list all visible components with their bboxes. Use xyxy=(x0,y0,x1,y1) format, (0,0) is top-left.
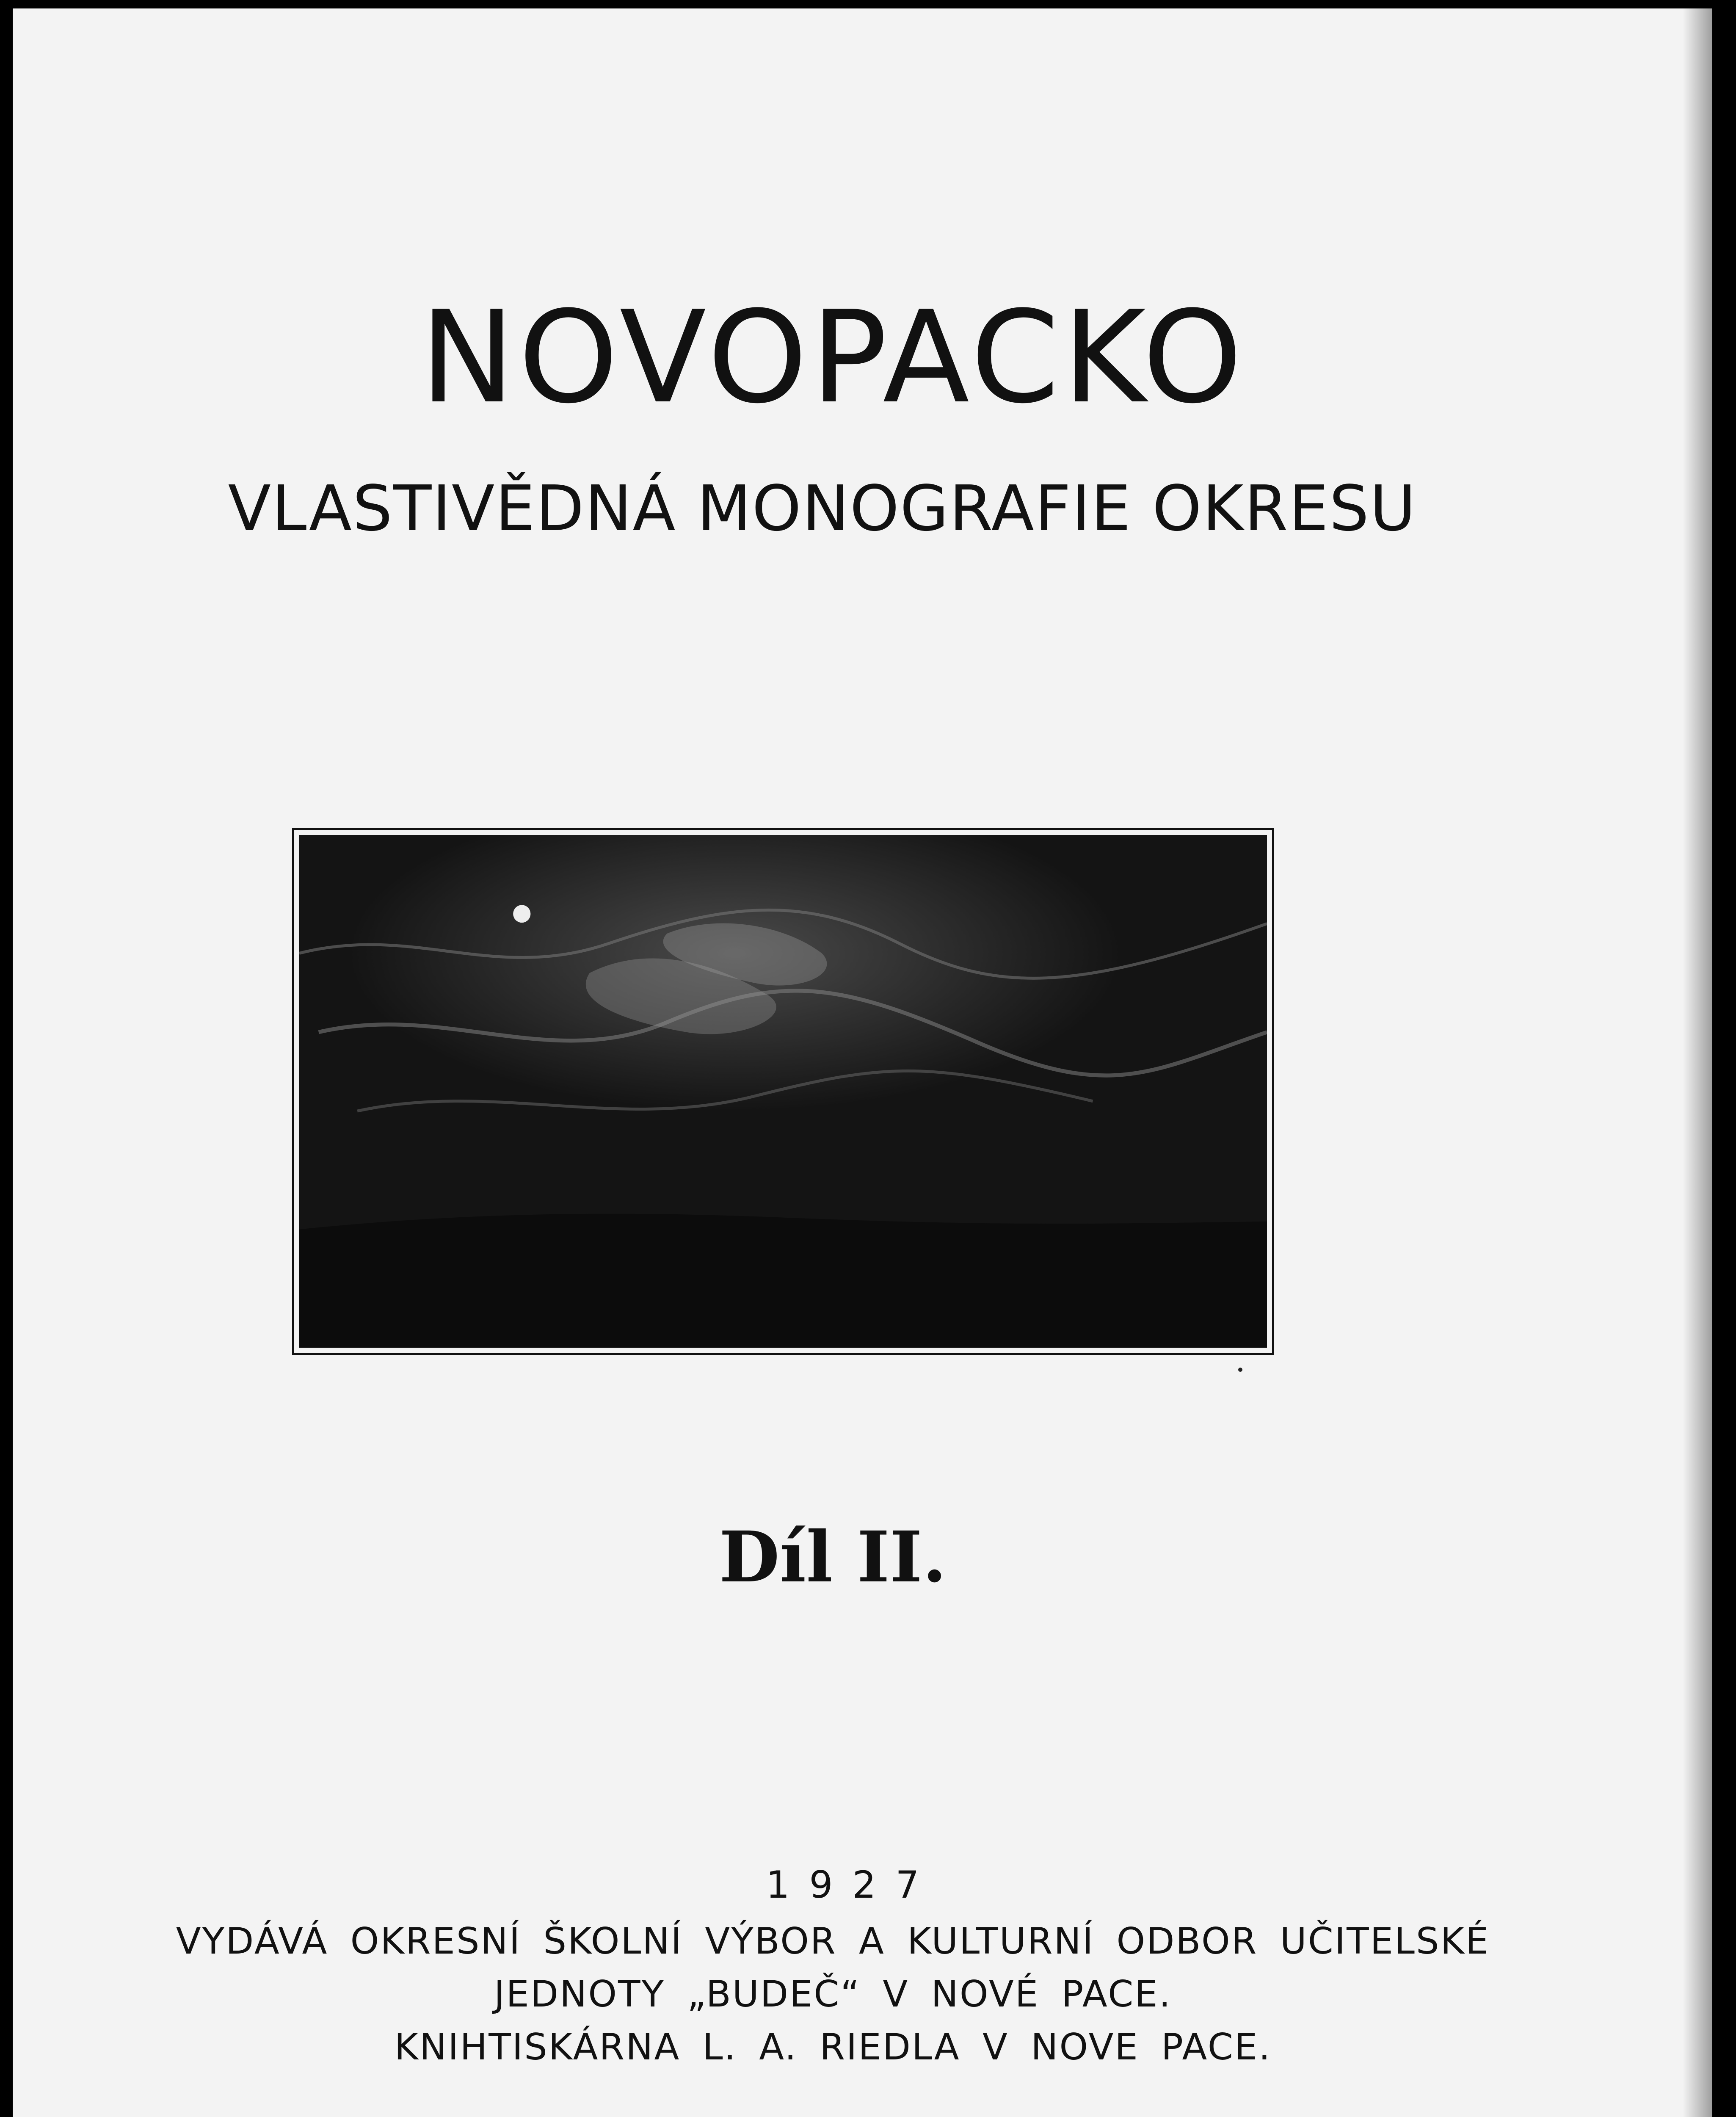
cover-photograph xyxy=(292,828,1274,1355)
publisher-line-1: VYDÁVÁ OKRESNÍ ŠKOLNÍ VÝBOR A KULTURNÍ ODBOR UČITELSKÉ xyxy=(176,1920,1490,1962)
ink-speck xyxy=(1238,1368,1242,1372)
night-sky-image xyxy=(299,835,1267,1348)
book-subtitle: VLASTIVĚDNÁ MONOGRAFIE OKRESU xyxy=(228,472,1417,545)
page-edge-shadow xyxy=(1683,8,1712,2117)
book-title: NOVOPACKO xyxy=(420,284,1246,431)
cover-page xyxy=(13,8,1712,2117)
printer-line: KNIHTISKÁRNA L. A. RIEDLA V NOVE PACE. xyxy=(394,2026,1272,2068)
volume-number: Díl II. xyxy=(719,1516,947,1598)
publication-year: 1927 xyxy=(766,1863,939,1907)
publisher-line-2: JEDNOTY „BUDEČ“ V NOVÉ PACE. xyxy=(494,1973,1172,2015)
